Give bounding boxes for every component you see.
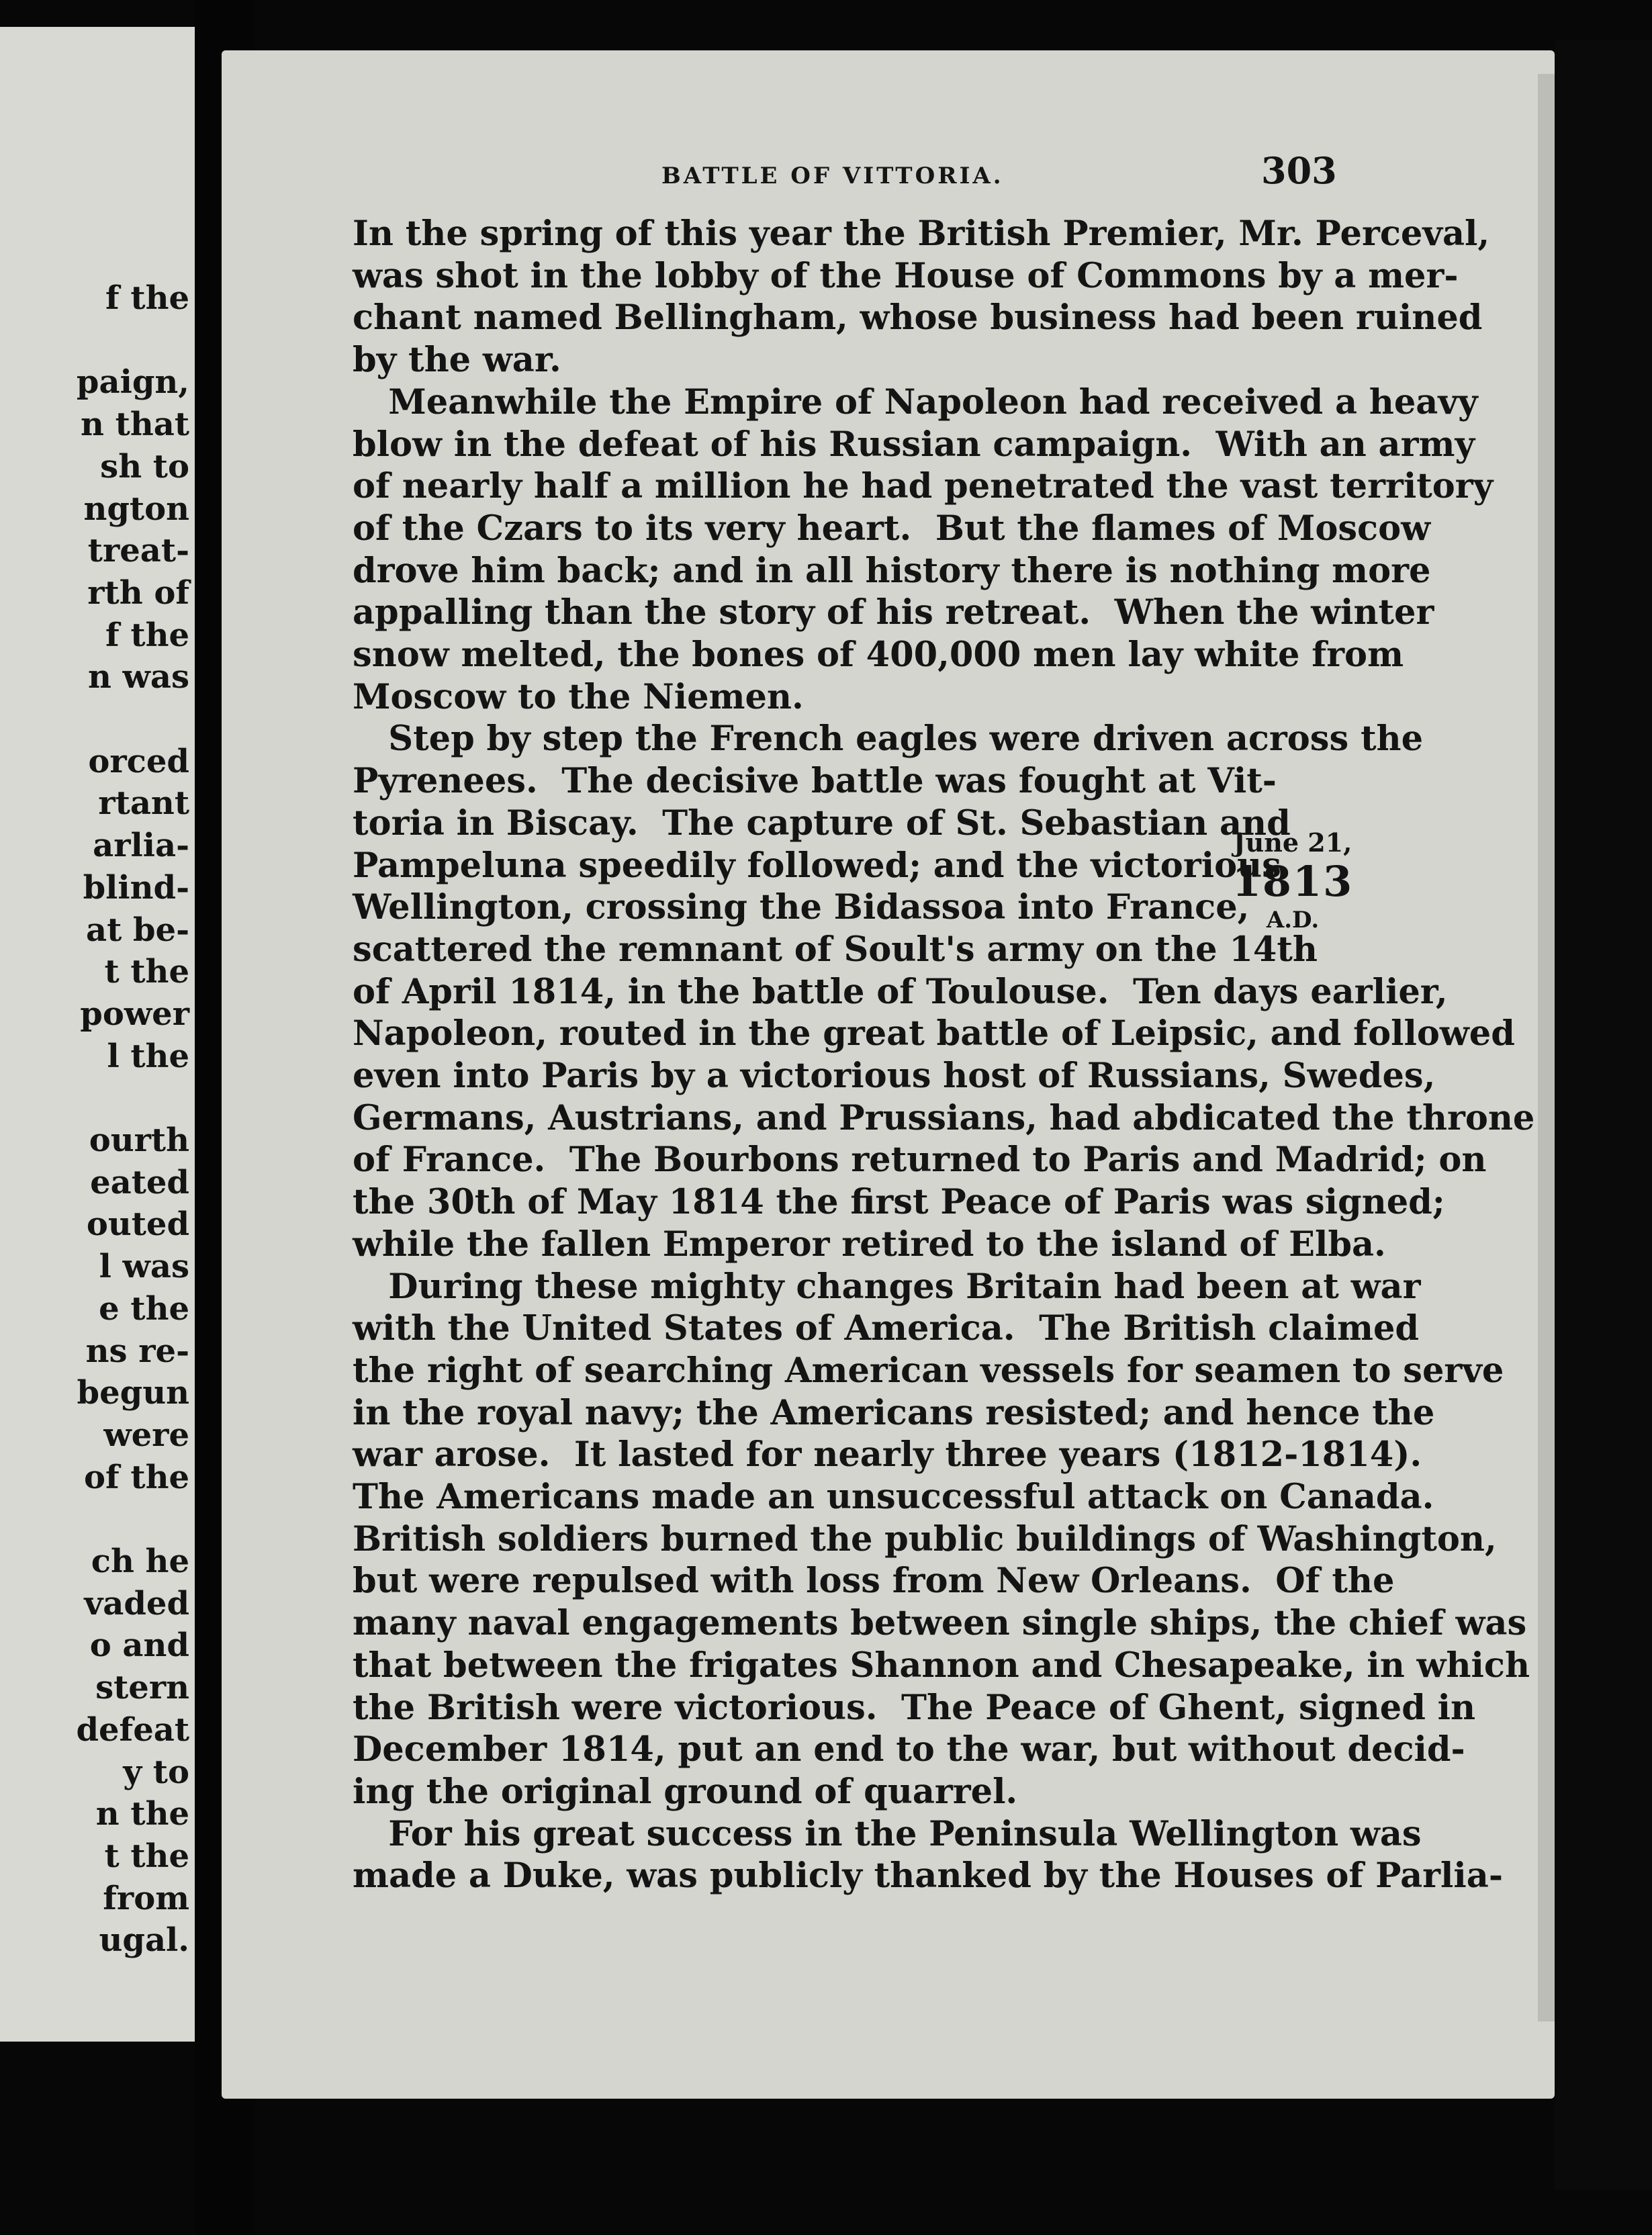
text-line: of the Czars to its very heart. But the flames of Moscow [353,508,1431,549]
text-line: toria in Biscay. The capture of St. Sebastian and [353,803,1291,843]
text-line: with the United States of America. The British claimed [353,1308,1420,1349]
left-page-fragment: n that [81,406,189,444]
text-line: of France. The Bourbons returned to Paris and Madrid; on [353,1140,1487,1181]
left-page-fragment: arlia- [93,827,189,865]
text-line: of nearly half a million he had penetrated the vast territory [353,466,1494,507]
left-page-fragment: y to [123,1753,189,1791]
left-page-fragment: f the [105,279,189,317]
text-line: chant named Bellingham, whose business had been ruined [353,298,1483,338]
text-line: blow in the defeat of his Russian campaign. With an army [353,424,1475,465]
text-line: was shot in the lobby of the House of Commons by a mer- [353,255,1459,296]
margin-note [1229,827,1357,935]
text-line: but were repulsed with loss from New Orleans. Of the [353,1561,1395,1602]
left-page-fragment: defeat [76,1711,189,1749]
text-line: Germans, Austrians, and Prussians, had abdicated the throne [353,1097,1535,1138]
text-line: The Americans made an unsuccessful attack on Canada. [353,1477,1434,1517]
text-line: Pyrenees. The decisive battle was fought at Vit- [353,761,1277,802]
text-line: the British were victorious. The Peace of Ghent, signed in [353,1687,1476,1728]
left-page-fragment: rth of [87,574,189,612]
left-page-fragment: ns re- [85,1332,189,1370]
left-page-fragment: l was [99,1248,189,1286]
text-line: For his great success in the Peninsula Wellington was [353,1813,1422,1854]
text-line: scattered the remnant of Soult's army on the 14th [353,929,1318,970]
text-line: Meanwhile the Empire of Napoleon had received a heavy [353,381,1478,422]
left-page-fragment: orced [88,742,189,780]
text-line: Wellington, crossing the Bidassoa into France, [353,887,1250,928]
left-page-fragment: ugal. [99,1921,189,1960]
text-line: in the royal navy; the Americans resisted; and hence the [353,1392,1435,1433]
text-line: Step by step the French eagles were driven across the [353,719,1424,760]
page-edge-shadow [1555,40,1652,2189]
page-number: 303 [1261,149,1337,192]
left-page-fragment: t the [104,953,189,991]
left-page-fragment: n was [87,658,189,696]
left-page-fragment: ourth [89,1122,189,1159]
text-line: Moscow to the Niemen. [353,676,804,717]
left-page-fragment: of the [84,1458,189,1496]
text-line: even into Paris by a victorious host of Russians, Swedes, [353,1056,1436,1096]
margin-note-year: 1813 [1232,857,1354,906]
left-page-fragment: sh to [100,447,189,486]
text-line: Napoleon, routed in the great battle of Leipsic, and followed [353,1013,1515,1054]
running-head: BATTLE OF VITTORIA. [661,163,1004,189]
text-line: snow melted, the bones of 400,000 men lay white from [353,635,1404,675]
left-page-fragment: begun [77,1374,189,1412]
left-page-fragment: at be- [85,911,189,949]
left-page-fragment: paign, [76,363,189,402]
left-page-fragment: ngton [83,490,189,528]
text-line: ing the original ground of quarrel. [353,1771,1018,1812]
text-line: December 1814, put an end to the war, but without decid- [353,1729,1465,1770]
text-line: made a Duke, was publicly thanked by the Houses of Parlia- [353,1856,1503,1897]
left-page-fragment: t the [104,1837,189,1875]
text-line: war arose. It lasted for nearly three years (1812-1814). [353,1434,1422,1475]
text-line: many naval engagements between single ships, the chief was [353,1603,1527,1644]
text-line: of April 1814, in the battle of Toulouse. Ten days earlier, [353,971,1448,1012]
left-page-fragment: eated [90,1163,189,1201]
text-line: while the fallen Emperor retired to the island of Elba. [353,1224,1386,1265]
margin-note-date: June 21, [1233,827,1352,858]
left-page-fragment: outed [86,1205,189,1244]
text-line: In the spring of this year the British Premier, Mr. Perceval, [353,214,1490,254]
left-page-fragment: were [103,1416,189,1454]
left-page-fragment: stern [95,1669,189,1707]
left-page-fragment: e the [99,1289,189,1328]
left-page-fragment: power [80,995,189,1033]
left-page-edge [0,27,195,2042]
left-page-fragment: rtant [98,784,189,823]
margin-note-era: A.D. [1266,907,1320,933]
left-page-fragment: ch he [91,1543,189,1580]
text-line: the right of searching American vessels for seamen to serve [353,1350,1504,1391]
left-page-fragment: n the [95,1795,189,1833]
text-line: drove him back; and in all history there is nothing more [353,550,1431,591]
left-page-fragment: f the [105,616,189,654]
left-page-fragment: vaded [84,1584,189,1623]
text-line: that between the frigates Shannon and Chesapeake, in which [353,1645,1530,1686]
text-line: Pampeluna speedily followed; and the victorious [353,845,1281,886]
left-page-fragment: from [103,1879,189,1917]
text-line: During these mighty changes Britain had been at war [353,1266,1421,1307]
text-line: the 30th of May 1814 the first Peace of Paris was signed; [353,1182,1445,1223]
text-line: appalling than the story of his retreat. When the winter [353,592,1434,633]
text-line: British soldiers burned the public buildings of Washington, [353,1518,1497,1559]
left-page-fragment: o and [89,1627,189,1665]
left-page-fragment: l the [107,1037,189,1075]
left-page-fragment: blind- [83,868,189,907]
text-line: by the war. [353,340,561,381]
left-page-fragment: treat- [87,532,189,570]
